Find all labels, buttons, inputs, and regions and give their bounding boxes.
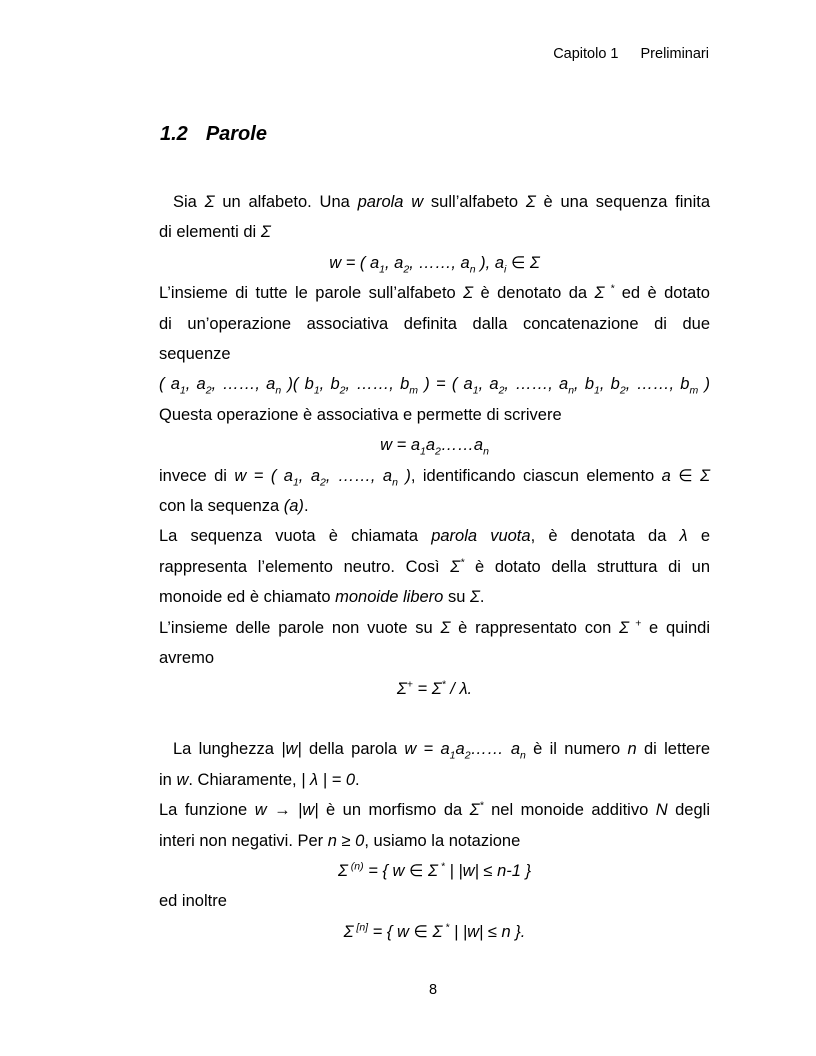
paragraph-line: con la sequenza (a).	[159, 497, 309, 516]
chapter-label: Capitolo 1	[553, 46, 619, 62]
equation: Σ+ = Σ* / λ.	[396, 678, 473, 698]
page-number: 8	[428, 982, 438, 998]
paragraph-line: interi non negativi. Per n ≥ 0, usiamo la notazione	[159, 831, 521, 850]
equation: Σ $^{(n)}$ = { w ∈ Σ * | |w| ≤ n-1 }	[337, 860, 532, 880]
paragraph-line: di un’operazione associativa definita dalla concatenazione di due	[159, 314, 710, 333]
paragraph-line: in w. Chiaramente, | λ | = 0.	[159, 770, 360, 789]
page-body	[159, 187, 710, 947]
page-header	[553, 46, 709, 62]
equation: ( $a_1$, $a_2$, ……, $a_n$ )( $b_1$, $b_2$, ……, $b_m$ ) = ( $a_1$, $a_2$, ……, $a_n$, $b_1$, $b_2$, ……, $b_m$ )	[159, 375, 710, 397]
paragraph-line: di elementi di Σ	[159, 223, 271, 242]
paragraph-line: sequenze	[159, 345, 231, 364]
paragraph-line: Questa operazione è associativa e permette di scrivere	[159, 405, 562, 424]
paragraph-line: Sia Σ un alfabeto. Una parola w sull’alfabeto Σ è una sequenza finita	[173, 193, 710, 211]
equation: Σ [n] = { w ∈ Σ * | |w| ≤ n }.	[343, 921, 526, 941]
paragraph-line: rappresenta l’elemento neutro. Così Σ* è dotato della struttura di un	[159, 556, 711, 576]
paragraph-line: La lunghezza |w| della parola $w = a_1a_2\dots\dots$ $a_n$ è il numero n di lettere	[173, 740, 711, 762]
equation: w = ( $a_1$, $a_2$, ……, $a_n$ ), $a_i$ ∈ Σ	[329, 253, 540, 276]
paragraph-line: L’insieme delle parole non vuote su Σ è rappresentato con Σ + e quindi	[159, 617, 711, 637]
paragraph-line: La funzione w → |w| è un morfismo da Σ* nel monoide additivo N degli	[159, 799, 710, 820]
paragraph-line: invece di w = ( $a_1$, $a_2$, ……, $a_n$ ), identificando ciascun elemento a ∈ Σ	[159, 466, 710, 488]
paragraph-line: avremo	[159, 649, 215, 668]
paragraph-line: ed inoltre	[159, 892, 227, 911]
paragraph-line: L’insieme di tutte le parole sull’alfabeto Σ è denotato da Σ * ed è dotato	[159, 282, 710, 303]
section-heading: Parole	[205, 123, 267, 145]
paragraph-line: monoide ed è chiamato monoide libero su Σ.	[159, 588, 485, 607]
section-label: Preliminari	[640, 46, 709, 62]
section-number: 1.2	[160, 123, 188, 145]
equation: $w = a_1a_2\dots\dots a_n$	[380, 436, 489, 458]
section-title	[160, 123, 267, 146]
paragraph-line: La sequenza vuota è chiamata parola vuota, è denotata da λ e	[159, 527, 711, 546]
